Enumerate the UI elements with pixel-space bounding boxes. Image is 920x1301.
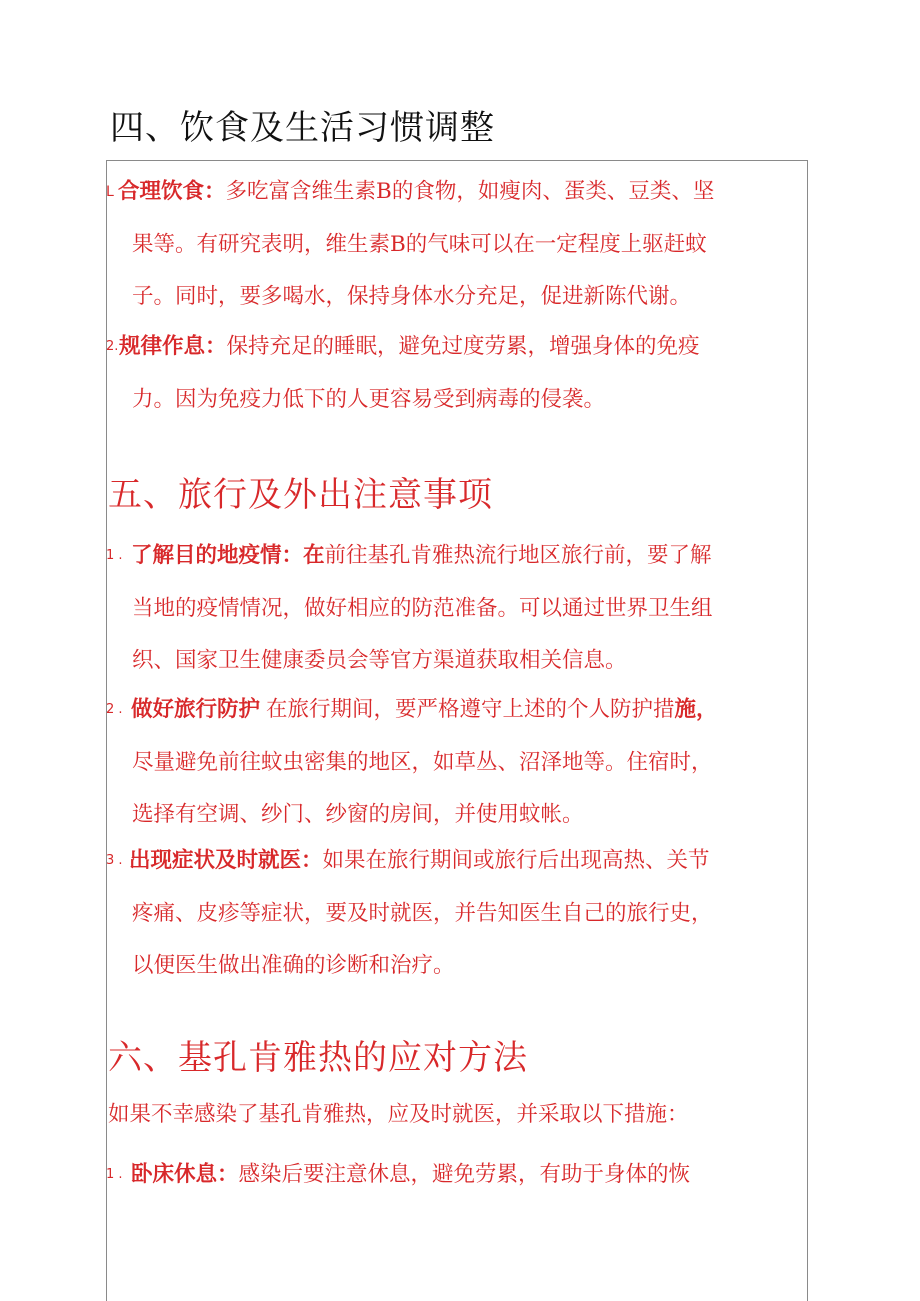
item-text: 如果在旅行期间或旅行后出现高热、关节 (322, 848, 710, 873)
list-item-destination (106, 530, 806, 688)
item-label: 了解目的地疫情： (131, 543, 304, 568)
item-label: 规律作息： (119, 334, 227, 359)
list-item-line: 以便医生做出准确的诊断和治疗。 (132, 953, 455, 978)
section-heading-diet: 四、饮食及生活习惯调整 (110, 108, 495, 148)
list-item-line: 果等。有研究表明，维生素B的气味可以在一定程度上驱赶蚊 (132, 231, 707, 257)
list-item-line (106, 684, 806, 737)
list-item-line: 当地的疫情情况，做好相应的防范准备。可以通过世界卫生组 (132, 595, 713, 621)
item-text: 感染后要注意休息，避免劳累，有助于身体的恢 (238, 1162, 691, 1187)
item-lead: 在 (303, 543, 325, 568)
section-heading-travel: 五、旅行及外出注意事项 (108, 475, 493, 515)
list-item-line: 选择有空调、纱门、纱窗的房间，并使用蚊帐。 (132, 802, 584, 827)
item-text: 前往基孔肯雅热流行地区旅行前，要了解 (324, 543, 712, 568)
item-label: 卧床休息： (131, 1162, 239, 1187)
list-item-protection (106, 684, 806, 842)
item-number: 1 . (106, 548, 123, 563)
list-item-line: 子。同时，要多喝水，保持身体水分充足，促进新陈代谢。 (132, 284, 692, 309)
list-item-diet (106, 166, 806, 324)
item-label: 出现症状及时就医： (129, 848, 323, 873)
item-text: 在旅行期间，要严格遵守上述的个人防护措 (266, 697, 675, 722)
list-item-line: 疼痛、皮疹等症状，要及时就医，并告知医生自己的旅行史， (132, 900, 713, 926)
item-label: 合理饮食： (118, 179, 226, 204)
list-item-line (106, 835, 806, 888)
item-label: 做好旅行防护 (131, 697, 261, 722)
section-heading-treatment: 六、基孔肯雅热的应对方法 (108, 1038, 528, 1078)
list-item-sleep (106, 321, 806, 426)
list-item-line (106, 530, 806, 583)
list-item-line: 力。因为免疫力低下的人更容易受到病毒的侵袭。 (132, 386, 606, 412)
list-item-rest (106, 1149, 806, 1202)
item-number: 2 . (106, 702, 123, 717)
item-number: 1 . (106, 1167, 123, 1182)
list-item-line (106, 321, 806, 374)
item-text: 多吃富含维生素B的食物，如瘦肉、蛋类、豆类、坚 (225, 179, 715, 204)
item-number: 2. (106, 339, 119, 354)
section-intro: 如果不幸感染了基孔肯雅热，应及时就医，并采取以下措施： (108, 1102, 689, 1127)
list-item-line (106, 1149, 806, 1202)
item-tail: 施， (674, 697, 718, 722)
item-number: L (106, 184, 114, 200)
item-text: 保持充足的睡眠，避免过度劳累，增强身体的免疫 (226, 334, 700, 359)
list-item-symptoms (106, 835, 806, 993)
item-number: 3 . (106, 853, 123, 868)
list-item-line (106, 166, 806, 219)
list-item-line: 织、国家卫生健康委员会等官方渠道获取相关信息。 (132, 648, 627, 673)
list-item-line: 尽量避免前往蚊虫密集的地区，如草丛、沼泽地等。住宿时， (132, 749, 713, 775)
